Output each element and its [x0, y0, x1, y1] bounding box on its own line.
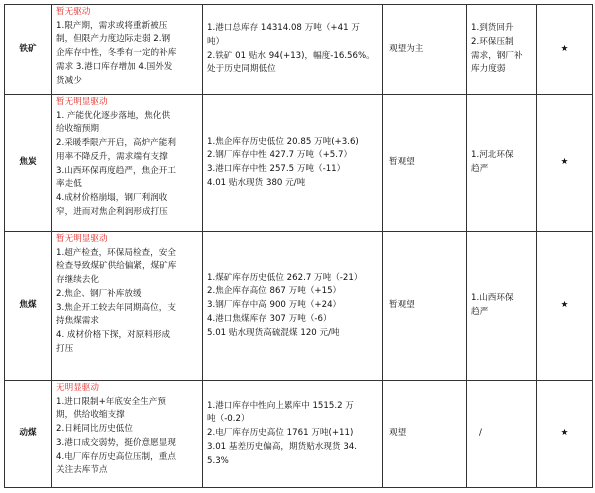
logic-cell [52, 232, 203, 381]
stat-line: 2.电厂库存历史高位 1761 万吨(+11) [207, 428, 354, 439]
logic-line: 1.进口限制+年底安全生产预 [56, 396, 166, 407]
stats-cell [203, 5, 383, 95]
logic-cell [52, 5, 203, 95]
risk-cell [467, 95, 537, 232]
logic-line: 1. 产能优化逐步落地，焦化供 [56, 110, 171, 121]
stat-line: 5.01 贴水现货高硫混煤 120 元/吨 [207, 327, 340, 338]
logic-line: 货减少 [56, 75, 82, 86]
table-row [5, 95, 593, 232]
risk-line: 库力度弱 [471, 64, 506, 75]
logic-cell [52, 95, 203, 232]
stat-line: 5.3% [207, 455, 229, 466]
logic-line: 存继续去化 [56, 275, 99, 286]
risk-cell [467, 232, 537, 381]
commodity-name: 动煤 [5, 381, 52, 488]
stat-line: 4.01 贴水现货 380 元/吨 [207, 177, 306, 188]
logic-line: 4.成材价格崩塌，钢厂利润收 [56, 192, 168, 203]
logic-cell [52, 381, 203, 488]
logic-line: 1.限产期，需求或将重新被压 [56, 20, 168, 31]
driver-headline: 暂无明显驱动 [56, 97, 108, 107]
stat-line: 3.港口库存中性 257.5 万吨（-11） [207, 164, 346, 174]
risk-cell [467, 5, 537, 95]
stat-line: 1.煤矿库存历史低位 262.7 万吨（-21） [207, 272, 363, 283]
logic-line: 率走低 [56, 179, 82, 190]
logic-line: 企库存中性，冬季有一定的补库 [56, 48, 177, 59]
logic-line: 用率不降反升，需求端有支撑 [56, 151, 168, 162]
logic-line: 2.日耗同比历史低位 [56, 424, 133, 435]
stat-line: 吨） [207, 36, 225, 47]
logic-line: 4.电厂库存历史高位压制，重点 [56, 451, 176, 462]
stats-cell [203, 95, 383, 232]
stat-line: 1.港口库存中性向上累库中 1515.2 万 [207, 400, 354, 411]
logic-line: 制，但限产力度边际走弱 2.钢 [56, 34, 171, 45]
risk-line: 趋严 [471, 164, 489, 174]
table-row [5, 5, 593, 95]
rating-star-icon: ★ [537, 5, 593, 95]
commodity-name: 铁矿 [5, 5, 52, 95]
commodity-name: 焦煤 [5, 232, 52, 381]
logic-line: 持焦煤需求 [56, 316, 99, 327]
logic-line: 2.采暖季限产开启，高炉产能利 [56, 138, 176, 149]
view-cell: 观望 [383, 381, 467, 488]
logic-line: 给收缩预期 [56, 124, 99, 135]
view-cell: 暂观望 [383, 95, 467, 232]
view-cell: 观望为主 [383, 5, 467, 95]
stat-line: 1.焦企库存历史低位 20.85 万吨(+3.6) [207, 136, 359, 147]
stat-line: 处于历史同期低位 [207, 64, 276, 75]
stat-line: 吨（-0.2） [207, 414, 250, 425]
commodity-name: 焦炭 [5, 95, 52, 232]
logic-line: 打压 [56, 343, 74, 354]
driver-headline: 暂无驱动 [56, 7, 91, 17]
table-row [5, 381, 593, 488]
risk-line: 趋严 [471, 307, 489, 317]
stat-line: 2.钢厂库存中性 427.7 万吨（+5.7） [207, 150, 353, 161]
logic-line: 需求 3.港口库存增加 4.国外发 [56, 61, 173, 72]
stat-line: 3.01 基差历史偏高，期货贴水现货 34. [207, 441, 357, 452]
stat-line: 2.焦企库存高位 867 万吨（+15） [207, 286, 342, 297]
logic-line: 4. 成材价格下探，对原料形成 [56, 329, 171, 340]
logic-line: 3.港口成交弱势，挺价意愿显现 [56, 437, 176, 448]
stat-line: 2.铁矿 01 贴水 94(+13)，幅度-16.56%。 [207, 50, 375, 61]
stats-cell [203, 381, 383, 488]
logic-line: 1.超产检查，环保局检查，安全 [56, 247, 176, 258]
stat-line: 4.港口焦煤库存 307 万吨（-6） [207, 313, 332, 324]
logic-line: 期，供给收缩支撑 [56, 410, 125, 421]
risk-line: 2.环保压制 [471, 36, 514, 47]
stat-line: 3.钢厂库存中高 900 万吨（+24） [207, 300, 342, 311]
logic-line: 3.山西环保再度趋严，焦企开工 [56, 165, 176, 176]
commodity-table [4, 4, 593, 488]
view-cell: 暂观望 [383, 232, 467, 381]
risk-cell [467, 381, 537, 488]
table-row [5, 232, 593, 381]
risk-line: 需求，钢厂补 [471, 50, 523, 61]
logic-line: 检查导致煤矿供给偏紧，煤矿库 [56, 261, 177, 272]
risk-line: 1.山西环保 [471, 293, 514, 304]
rating-star-icon: ★ [537, 232, 593, 381]
rating-star-icon: ★ [537, 381, 593, 488]
logic-line: 3.焦企开工较去年同期高位，支 [56, 302, 176, 313]
driver-headline: 无明显驱动 [56, 383, 99, 393]
logic-line: 2.焦企、钢厂补库放缓 [56, 288, 142, 299]
risk-line: 1.河北环保 [471, 150, 514, 161]
driver-headline: 暂无明显驱动 [56, 234, 108, 244]
risk-line: / [479, 428, 482, 439]
rating-star-icon: ★ [537, 95, 593, 232]
stats-cell [203, 232, 383, 381]
risk-line: 1.到货回升 [471, 23, 514, 34]
logic-line: 关注去库节点 [56, 465, 108, 476]
stat-line: 1.港口总库存 14314.08 万吨（+41 万 [207, 23, 360, 34]
logic-line: 窄，进而对焦企利润形成打压 [56, 206, 168, 217]
